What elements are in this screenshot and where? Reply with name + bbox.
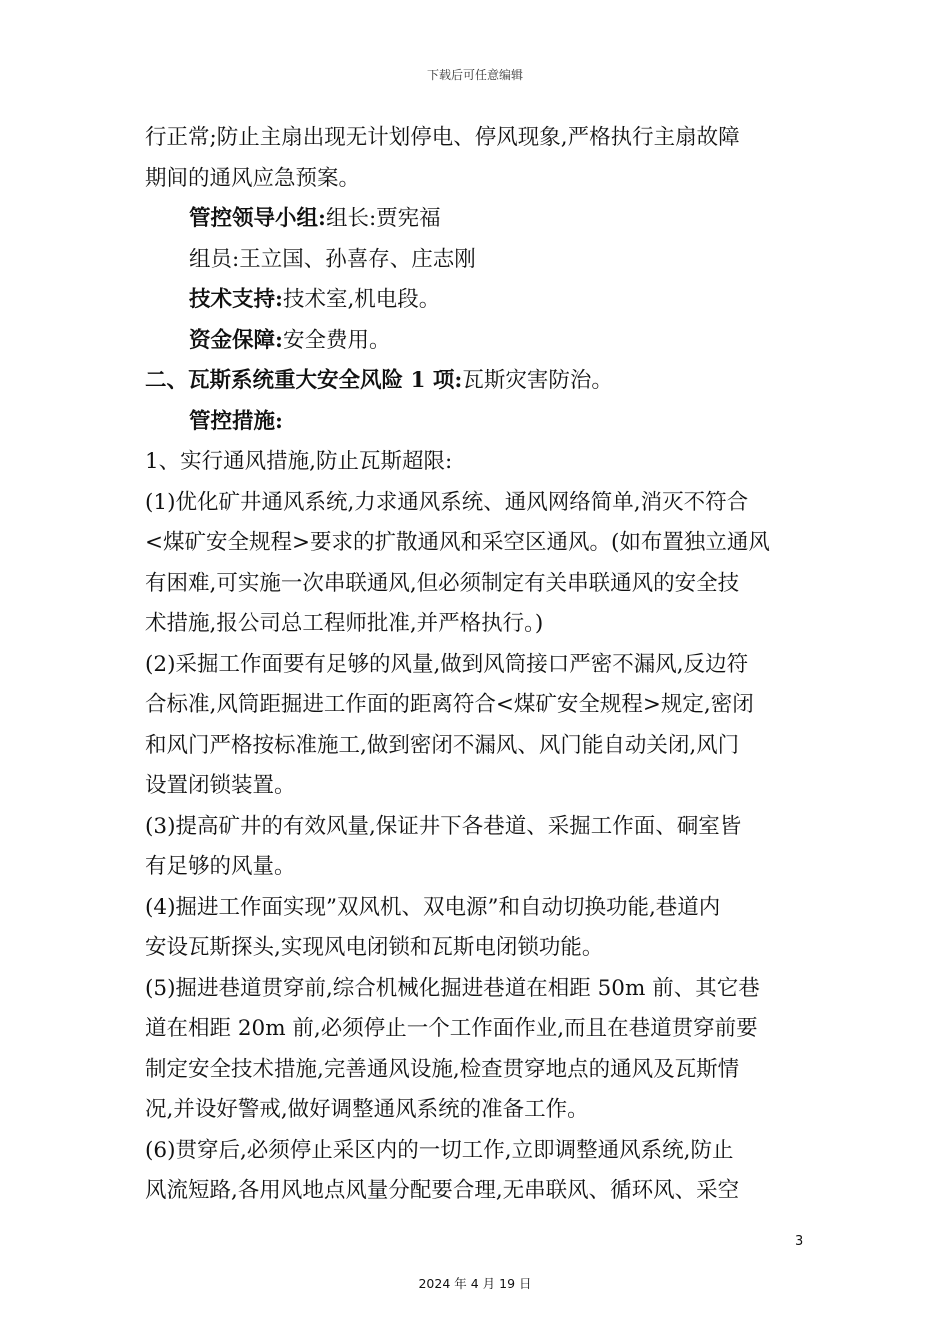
page-footer-date: 2024 年 4 月 19 日 [418, 1276, 532, 1291]
management-group-line: 管控领导小组:组长:贾宪福 [189, 206, 441, 231]
paragraph-line: 期间的通风应急预案。 [145, 165, 361, 191]
paragraph-line: <煤矿安全规程>要求的扩散通风和采空区通风。(如布置独立通风 [145, 530, 770, 555]
page-header: 下载后可任意编辑 [426, 68, 523, 82]
funding-label: 资金保障: [189, 327, 283, 353]
paragraph-line: 和风门严格按标准施工,做到密闭不漏风、风门能自动关闭,风门 [145, 732, 740, 758]
section-heading-label: 二、瓦斯系统重大安全风险 1 项: [145, 368, 463, 393]
paragraph-line: (5)掘进巷道贯穿前,综合机械化掘进巷道在相距 50m 前、其它巷 [145, 975, 760, 1001]
paragraph-line: 1、实行通风措施,防止瓦斯超限: [145, 449, 453, 474]
paragraph-line: 合标准,风筒距掘进工作面的距离符合<煤矿安全规程>规定,密闭 [145, 692, 754, 717]
paragraph-line: 术措施,报公司总工程师批准,并严格执行。) [145, 611, 544, 636]
tech-support-label: 技术支持: [189, 287, 283, 312]
management-group-label: 管控领导小组: [189, 206, 326, 231]
paragraph-line: 安设瓦斯探头,实现风电闭锁和瓦斯电闭锁功能。 [145, 935, 604, 960]
paragraph-line: 行正常;防止主扇出现无计划停电、停风现象,严格执行主扇故障 [145, 125, 740, 150]
paragraph-line: (3)提高矿井的有效风量,保证井下各巷道、采掘工作面、硐室皆 [145, 813, 742, 839]
paragraph-line: 况,并设好警戒,做好调整通风系统的准备工作。 [145, 1097, 589, 1122]
paragraph-line: 道在相距 20m 前,必须停止一个工作面作业,而且在巷道贯穿前要 [145, 1016, 758, 1041]
funding-line: 资金保障:安全费用。 [189, 327, 391, 353]
control-measures-heading: 管控措施: [189, 408, 283, 434]
document-body [145, 118, 810, 1212]
page-number: 3 [795, 1234, 804, 1249]
paragraph-line: (2)采掘工作面要有足够的风量,做到风筒接口严密不漏风,反边符 [145, 651, 749, 677]
tech-support-line: 技术支持:技术室,机电段。 [189, 287, 441, 312]
paragraph-line: 制定安全技术措施,完善通风设施,检查贯穿地点的通风及瓦斯情 [145, 1056, 740, 1082]
paragraph-line: 设置闭锁装置。 [145, 773, 296, 798]
paragraph-line: 有足够的风量。 [145, 854, 296, 879]
paragraph-line: 风流短路,各用风地点风量分配要合理,无串联风、循环风、采空 [145, 1178, 740, 1203]
members-line: 组员:王立国、孙喜存、庄志刚 [189, 246, 476, 272]
paragraph-line: 有困难,可实施一次串联通风,但必须制定有关串联通风的安全技 [145, 570, 740, 596]
section-heading: 二、瓦斯系统重大安全风险 1 项:瓦斯灾害防治。 [145, 368, 613, 393]
paragraph-line: (4)掘进工作面实现”双风机、双电源”和自动切换功能,巷道内 [145, 894, 721, 920]
paragraph-line: (6)贯穿后,必须停止采区内的一切工作,立即调整通风系统,防止 [145, 1137, 734, 1163]
paragraph-line: (1)优化矿井通风系统,力求通风系统、通风网络简单,消灭不符合 [145, 489, 749, 515]
